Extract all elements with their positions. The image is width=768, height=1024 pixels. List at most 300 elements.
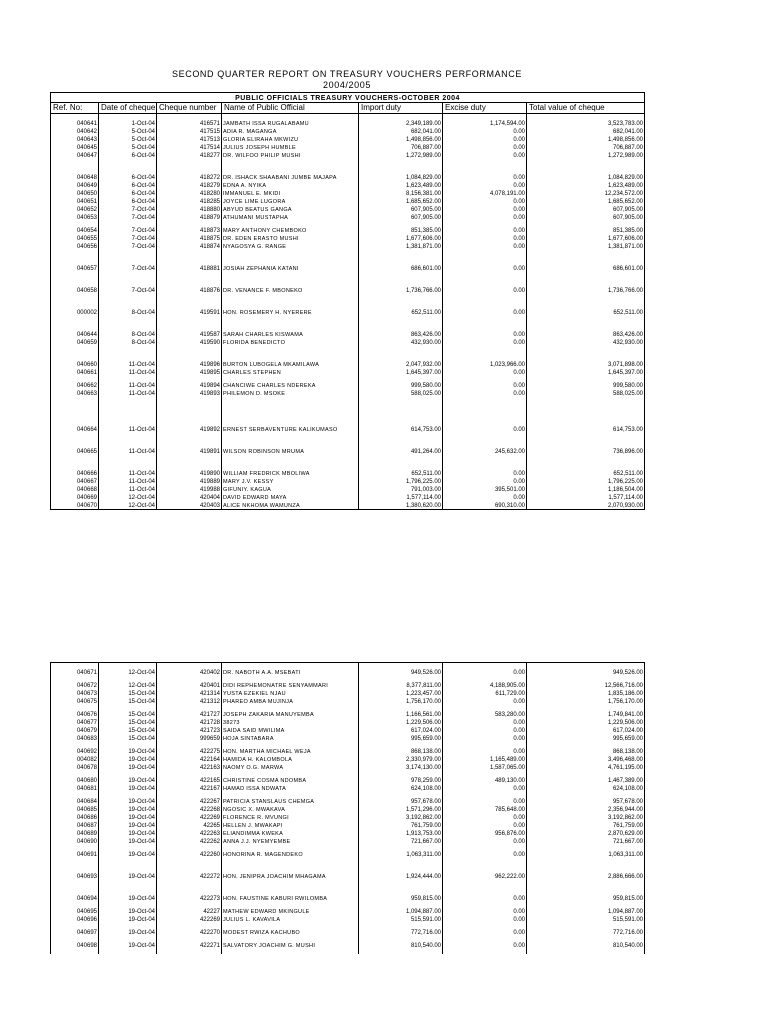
spacer-cell xyxy=(443,159,527,173)
spacer-cell xyxy=(443,455,527,469)
spacer-cell xyxy=(443,949,527,954)
spacer-cell xyxy=(222,455,359,469)
cell-ref: 040657 xyxy=(51,264,99,272)
cell-ref: 040659 xyxy=(51,338,99,346)
spacer-row xyxy=(51,411,645,425)
spacer-cell xyxy=(443,411,527,425)
cell-cheque-number: 419891 xyxy=(157,447,222,455)
cell-ref: 040670 xyxy=(51,501,99,510)
cell-cheque-number: 419890 xyxy=(157,469,222,477)
cell-total: 2,886,666.00 xyxy=(527,872,645,880)
spacer-cell xyxy=(443,294,527,308)
spacer-cell xyxy=(359,880,443,894)
cell-official-name: FLORIDA BENEDICTO xyxy=(222,338,359,346)
cell-excise-duty: 0.00 xyxy=(443,338,527,346)
cell-import-duty: 1,623,489.00 xyxy=(359,181,443,189)
spacer-cell xyxy=(443,250,527,264)
cell-ref: 000002 xyxy=(51,308,99,316)
table-row xyxy=(51,829,645,837)
cell-total: 1,677,606.00 xyxy=(527,234,645,242)
cell-official-name: ERNEST SERBAVENTURE KALIKUMASO xyxy=(222,425,359,433)
spacer-cell xyxy=(222,397,359,411)
cell-official-name: JOSIAH ZEPHANIA KATANI xyxy=(222,264,359,272)
cell-ref: 040664 xyxy=(51,425,99,433)
cell-cheque-number: 421312 xyxy=(157,697,222,705)
spacer-cell xyxy=(99,294,157,308)
cell-ref: 040654 xyxy=(51,226,99,234)
cell-import-duty: 706,887.00 xyxy=(359,143,443,151)
cell-official-name: SAIDA SAID MWILIMA xyxy=(222,726,359,734)
table-row xyxy=(51,941,645,949)
cell-excise-duty: 0.00 xyxy=(443,213,527,221)
cell-total: 3,192,862.00 xyxy=(527,813,645,821)
spacer-cell xyxy=(222,272,359,286)
cell-total: 851,385.00 xyxy=(527,226,645,234)
cell-cheque-number: 422272 xyxy=(157,872,222,880)
table-row xyxy=(51,143,645,151)
cell-official-name: DR. ISHACK SHAABANI JUMBE MAJAPA xyxy=(222,173,359,181)
cell-excise-duty: 245,632.00 xyxy=(443,447,527,455)
cell-import-duty: 2,330,979.00 xyxy=(359,755,443,763)
cell-excise-duty: 0.00 xyxy=(443,784,527,792)
spacer-cell xyxy=(527,411,645,425)
cell-excise-duty: 0.00 xyxy=(443,181,527,189)
cell-official-name: NYAGOSYA G. RANGE xyxy=(222,242,359,250)
spacer-cell xyxy=(359,411,443,425)
cell-ref: 040678 xyxy=(51,763,99,771)
table-row xyxy=(51,338,645,346)
cell-excise-duty: 0.00 xyxy=(443,850,527,858)
cell-import-duty: 614,753.00 xyxy=(359,425,443,433)
cell-ref: 040691 xyxy=(51,850,99,858)
spacer-cell xyxy=(222,159,359,173)
cell-import-duty: 1,756,170.00 xyxy=(359,697,443,705)
cell-import-duty: 607,905.00 xyxy=(359,213,443,221)
cell-official-name: HAMIDA H. KALOMBOLA xyxy=(222,755,359,763)
spacer-cell xyxy=(51,455,99,469)
cell-ref: 040676 xyxy=(51,710,99,718)
cell-excise-duty: 0.00 xyxy=(443,127,527,135)
report-title: SECOND QUARTER REPORT ON TREASURY VOUCHERS PERFORMANCE xyxy=(172,69,522,79)
cell-cheque-number: 419988 xyxy=(157,485,222,493)
table-row xyxy=(51,197,645,205)
cell-cheque-number: 422267 xyxy=(157,797,222,805)
cell-total: 772,716.00 xyxy=(527,928,645,936)
spacer-row xyxy=(51,316,645,330)
cell-official-name: HELLEN J. MWAKAPI xyxy=(222,821,359,829)
cell-excise-duty: 1,174,594.00 xyxy=(443,119,527,127)
cell-date: 5-Oct-04 xyxy=(99,143,157,151)
cell-excise-duty: 0.00 xyxy=(443,308,527,316)
spacer-cell xyxy=(527,949,645,954)
cell-excise-duty: 0.00 xyxy=(443,286,527,294)
cell-date: 19-Oct-04 xyxy=(99,755,157,763)
table-row xyxy=(51,493,645,501)
spacer-cell xyxy=(359,294,443,308)
cell-excise-duty: 962,222.00 xyxy=(443,872,527,880)
cell-import-duty: 2,349,189.00 xyxy=(359,119,443,127)
spacer-cell xyxy=(99,949,157,954)
spacer-cell xyxy=(527,250,645,264)
cell-cheque-number: 422275 xyxy=(157,747,222,755)
cell-import-duty: 1,381,871.00 xyxy=(359,242,443,250)
cell-total: 4,761,195.00 xyxy=(527,763,645,771)
spacer-cell xyxy=(359,397,443,411)
cell-total: 1,186,504.00 xyxy=(527,485,645,493)
cell-cheque-number: 418279 xyxy=(157,181,222,189)
cell-import-duty: 995,659.00 xyxy=(359,734,443,742)
cell-cheque-number: 42265 xyxy=(157,821,222,829)
cell-official-name: WILSON ROBINSON MRUMA xyxy=(222,447,359,455)
table-row xyxy=(51,485,645,493)
cell-total: 1,756,170.00 xyxy=(527,697,645,705)
cell-excise-duty: 785,648.00 xyxy=(443,805,527,813)
cell-cheque-number: 418873 xyxy=(157,226,222,234)
cell-import-duty: 863,426.00 xyxy=(359,330,443,338)
cell-import-duty: 682,041.00 xyxy=(359,127,443,135)
table-row xyxy=(51,747,645,755)
cell-date: 15-Oct-04 xyxy=(99,726,157,734)
spacer-cell xyxy=(51,272,99,286)
cell-cheque-number: 420404 xyxy=(157,493,222,501)
spacer-cell xyxy=(99,250,157,264)
cell-total: 3,071,898.00 xyxy=(527,360,645,368)
cell-total: 1,685,652.00 xyxy=(527,197,645,205)
cell-total: 1,796,225.00 xyxy=(527,477,645,485)
cell-total: 1,094,887.00 xyxy=(527,907,645,915)
cell-excise-duty: 0.00 xyxy=(443,389,527,397)
cell-import-duty: 515,591.00 xyxy=(359,915,443,923)
spacer-cell xyxy=(527,294,645,308)
cell-import-duty: 949,526.00 xyxy=(359,668,443,676)
cell-excise-duty: 690,310.00 xyxy=(443,501,527,510)
table-row xyxy=(51,477,645,485)
cell-date: 19-Oct-04 xyxy=(99,941,157,949)
cell-excise-duty: 4,078,191.00 xyxy=(443,189,527,197)
cell-total: 1,272,989.00 xyxy=(527,151,645,159)
cell-ref: 004082 xyxy=(51,755,99,763)
cell-ref: 040645 xyxy=(51,143,99,151)
table-row xyxy=(51,226,645,234)
spacer-cell xyxy=(157,858,222,872)
spacer-row xyxy=(51,346,645,360)
cell-total: 957,678.00 xyxy=(527,797,645,805)
cell-import-duty: 761,759.00 xyxy=(359,821,443,829)
cell-ref: 040687 xyxy=(51,821,99,829)
cell-cheque-number: 422262 xyxy=(157,837,222,845)
cell-excise-duty: 1,023,966.00 xyxy=(443,360,527,368)
table-row xyxy=(51,151,645,159)
cell-date: 7-Oct-04 xyxy=(99,234,157,242)
cell-total: 761,759.00 xyxy=(527,821,645,829)
spacer-cell xyxy=(527,316,645,330)
spacer-cell xyxy=(359,272,443,286)
table-row xyxy=(51,127,645,135)
cell-cheque-number: 42227 xyxy=(157,907,222,915)
cell-official-name: DR. EDEN ERASTO MUSHI xyxy=(222,234,359,242)
cell-cheque-number: 418879 xyxy=(157,213,222,221)
cell-official-name: MODEST RWIZA KACHUBO xyxy=(222,928,359,936)
cell-official-name: ALICE NKHOMA WAMUNZA xyxy=(222,501,359,510)
cell-ref: 040677 xyxy=(51,718,99,726)
cell-total: 614,753.00 xyxy=(527,425,645,433)
cell-official-name: NGOSIC X. MWAKAVA xyxy=(222,805,359,813)
cell-import-duty: 607,905.00 xyxy=(359,205,443,213)
cell-cheque-number: 419590 xyxy=(157,338,222,346)
cell-ref: 040641 xyxy=(51,119,99,127)
cell-total: 3,496,468.00 xyxy=(527,755,645,763)
cell-total: 682,041.00 xyxy=(527,127,645,135)
cell-cheque-number: 422273 xyxy=(157,894,222,902)
cell-import-duty: 1,913,753.00 xyxy=(359,829,443,837)
spacer-cell xyxy=(527,159,645,173)
cell-official-name: MATHEW EDWARD MKINGULE xyxy=(222,907,359,915)
cell-ref: 040681 xyxy=(51,784,99,792)
cell-cheque-number: 421314 xyxy=(157,689,222,697)
table-row xyxy=(51,797,645,805)
table-row xyxy=(51,710,645,718)
cell-ref: 040690 xyxy=(51,837,99,845)
spacer-cell xyxy=(51,880,99,894)
cell-cheque-number: 421723 xyxy=(157,726,222,734)
spacer-cell xyxy=(222,949,359,954)
cell-date: 11-Oct-04 xyxy=(99,425,157,433)
cell-official-name: ATHUMANI MUSTAPHA xyxy=(222,213,359,221)
table-subtitle: PUBLIC OFFICIALS TREASURY VOUCHERS-OCTOBER 2004 xyxy=(51,93,645,103)
spacer-cell xyxy=(99,316,157,330)
cell-excise-duty: 583,280.00 xyxy=(443,710,527,718)
col-header-total: Total value of cheque xyxy=(527,103,645,114)
cell-date: 8-Oct-04 xyxy=(99,338,157,346)
cell-cheque-number: 418277 xyxy=(157,151,222,159)
cell-excise-duty: 0.00 xyxy=(443,135,527,143)
spacer-cell xyxy=(527,433,645,447)
table-row xyxy=(51,189,645,197)
table-row xyxy=(51,776,645,784)
cell-ref: 040649 xyxy=(51,181,99,189)
cell-ref: 040672 xyxy=(51,681,99,689)
cell-import-duty: 810,540.00 xyxy=(359,941,443,949)
cell-cheque-number: 418876 xyxy=(157,286,222,294)
cell-official-name: JOSEPH ZAKARIA MANUYEMBA xyxy=(222,710,359,718)
cell-ref: 040643 xyxy=(51,135,99,143)
cell-date: 19-Oct-04 xyxy=(99,797,157,805)
cell-official-name: 38273 xyxy=(222,718,359,726)
cell-total: 652,511.00 xyxy=(527,469,645,477)
cell-import-duty: 686,601.00 xyxy=(359,264,443,272)
cell-date: 6-Oct-04 xyxy=(99,197,157,205)
cell-excise-duty: 0.00 xyxy=(443,493,527,501)
table-row xyxy=(51,718,645,726)
cell-date: 19-Oct-04 xyxy=(99,894,157,902)
spacer-cell xyxy=(99,397,157,411)
cell-date: 7-Oct-04 xyxy=(99,264,157,272)
cell-official-name: ADIA R. MAGANGA xyxy=(222,127,359,135)
cell-total: 607,905.00 xyxy=(527,205,645,213)
table-row xyxy=(51,360,645,368)
cell-official-name: ANNA J.J. NYEMYEMBE xyxy=(222,837,359,845)
table-row xyxy=(51,755,645,763)
spacer-cell xyxy=(222,433,359,447)
cell-total: 868,138.00 xyxy=(527,747,645,755)
table-row xyxy=(51,213,645,221)
cell-import-duty: 1,380,620.00 xyxy=(359,501,443,510)
cell-total: 863,426.00 xyxy=(527,330,645,338)
cell-total: 686,601.00 xyxy=(527,264,645,272)
cell-date: 19-Oct-04 xyxy=(99,821,157,829)
cell-official-name: FLORENCE R. MVUNGI xyxy=(222,813,359,821)
cell-ref: 040692 xyxy=(51,747,99,755)
cell-official-name: ABYUD BEATUS GANGA xyxy=(222,205,359,213)
spacer-cell xyxy=(359,455,443,469)
spacer-cell xyxy=(51,433,99,447)
cell-date: 19-Oct-04 xyxy=(99,776,157,784)
cell-import-duty: 491,264.00 xyxy=(359,447,443,455)
col-header-excise-duty: Excise duty xyxy=(443,103,527,114)
table-row xyxy=(51,894,645,902)
spacer-cell xyxy=(443,397,527,411)
cell-excise-duty: 0.00 xyxy=(443,197,527,205)
cell-ref: 040684 xyxy=(51,797,99,805)
table-row xyxy=(51,907,645,915)
cell-date: 6-Oct-04 xyxy=(99,151,157,159)
cell-official-name: DAVID EDWARD MAYA xyxy=(222,493,359,501)
cell-import-duty: 1,223,457.00 xyxy=(359,689,443,697)
spacer-cell xyxy=(527,455,645,469)
cell-ref: 040695 xyxy=(51,907,99,915)
table-row xyxy=(51,264,645,272)
spacer-cell xyxy=(51,250,99,264)
spacer-cell xyxy=(527,880,645,894)
cell-excise-duty: 1,165,489.00 xyxy=(443,755,527,763)
cell-import-duty: 1,577,114.00 xyxy=(359,493,443,501)
cell-excise-duty: 956,876.00 xyxy=(443,829,527,837)
cell-date: 11-Oct-04 xyxy=(99,389,157,397)
spacer-row xyxy=(51,858,645,872)
cell-date: 11-Oct-04 xyxy=(99,447,157,455)
cell-total: 706,887.00 xyxy=(527,143,645,151)
table-row xyxy=(51,135,645,143)
cell-cheque-number: 421727 xyxy=(157,710,222,718)
cell-excise-duty: 0.00 xyxy=(443,381,527,389)
spacer-cell xyxy=(443,858,527,872)
cell-official-name: NAOMY O.G. MARWA xyxy=(222,763,359,771)
table-row xyxy=(51,389,645,397)
cell-total: 810,540.00 xyxy=(527,941,645,949)
spacer-cell xyxy=(157,272,222,286)
cell-excise-duty: 0.00 xyxy=(443,821,527,829)
col-header-date: Date of cheque xyxy=(99,103,157,114)
spacer-cell xyxy=(157,294,222,308)
cell-import-duty: 8,156,381.00 xyxy=(359,189,443,197)
table-row xyxy=(51,501,645,510)
cell-import-duty: 1,063,311.00 xyxy=(359,850,443,858)
cell-total: 1,229,506.00 xyxy=(527,718,645,726)
cell-cheque-number: 422271 xyxy=(157,941,222,949)
cell-total: 736,896.00 xyxy=(527,447,645,455)
cell-ref: 040653 xyxy=(51,213,99,221)
cell-import-duty: 1,498,856.00 xyxy=(359,135,443,143)
spacer-cell xyxy=(443,346,527,360)
cell-cheque-number: 417514 xyxy=(157,143,222,151)
cell-total: 1,645,397.00 xyxy=(527,368,645,376)
cell-official-name: HON. MARTHA MICHAEL WEJA xyxy=(222,747,359,755)
cell-total: 1,467,389.00 xyxy=(527,776,645,784)
cell-cheque-number: 422263 xyxy=(157,829,222,837)
cell-official-name: DIDI REPHEMONATRE SENYAMMARI xyxy=(222,681,359,689)
spacer-cell xyxy=(99,433,157,447)
cell-date: 7-Oct-04 xyxy=(99,286,157,294)
cell-ref: 040673 xyxy=(51,689,99,697)
cell-date: 5-Oct-04 xyxy=(99,127,157,135)
spacer-cell xyxy=(527,858,645,872)
cell-date: 7-Oct-04 xyxy=(99,205,157,213)
cell-official-name: SALVATORY JOACHIM G. MUSHI xyxy=(222,941,359,949)
table-row xyxy=(51,915,645,923)
cell-total: 959,815.00 xyxy=(527,894,645,902)
cell-import-duty: 999,580.00 xyxy=(359,381,443,389)
cell-excise-duty: 0.00 xyxy=(443,205,527,213)
cell-ref: 040685 xyxy=(51,805,99,813)
cell-official-name: JULIUS L. KAVAVILA xyxy=(222,915,359,923)
cell-import-duty: 1,166,561.00 xyxy=(359,710,443,718)
spacer-cell xyxy=(51,346,99,360)
cell-date: 8-Oct-04 xyxy=(99,308,157,316)
cell-date: 7-Oct-04 xyxy=(99,226,157,234)
cell-excise-duty: 611,729.00 xyxy=(443,689,527,697)
cell-import-duty: 1,677,606.00 xyxy=(359,234,443,242)
cell-date: 15-Oct-04 xyxy=(99,718,157,726)
cell-date: 19-Oct-04 xyxy=(99,928,157,936)
cell-ref: 040650 xyxy=(51,189,99,197)
cell-import-duty: 868,138.00 xyxy=(359,747,443,755)
spacer-cell xyxy=(222,346,359,360)
cell-date: 7-Oct-04 xyxy=(99,213,157,221)
cell-official-name: WILLIAM FREDRICK MBOLIWA xyxy=(222,469,359,477)
cell-total: 1,736,766.00 xyxy=(527,286,645,294)
cell-cheque-number: 419895 xyxy=(157,368,222,376)
cell-import-duty: 652,511.00 xyxy=(359,308,443,316)
cell-import-duty: 721,667.00 xyxy=(359,837,443,845)
table-row xyxy=(51,368,645,376)
cell-ref: 040644 xyxy=(51,330,99,338)
cell-import-duty: 1,645,397.00 xyxy=(359,368,443,376)
table-row xyxy=(51,119,645,127)
cell-date: 15-Oct-04 xyxy=(99,697,157,705)
cell-import-duty: 959,815.00 xyxy=(359,894,443,902)
cell-excise-duty: 0.00 xyxy=(443,151,527,159)
cell-date: 19-Oct-04 xyxy=(99,829,157,837)
table-row xyxy=(51,447,645,455)
spacer-cell xyxy=(222,316,359,330)
cell-import-duty: 1,084,829.00 xyxy=(359,173,443,181)
spacer-cell xyxy=(359,159,443,173)
spacer-cell xyxy=(51,159,99,173)
cell-date: 11-Oct-04 xyxy=(99,360,157,368)
spacer-cell xyxy=(359,858,443,872)
cell-import-duty: 1,229,506.00 xyxy=(359,718,443,726)
cell-cheque-number: 419894 xyxy=(157,381,222,389)
cell-import-duty: 1,924,444.00 xyxy=(359,872,443,880)
table-row xyxy=(51,872,645,880)
spacer-cell xyxy=(222,880,359,894)
cell-official-name: HAMAD ISSA NDWATA xyxy=(222,784,359,792)
cell-excise-duty: 0.00 xyxy=(443,143,527,151)
cell-import-duty: 3,192,862.00 xyxy=(359,813,443,821)
cell-official-name: IMMANUEL E. MKIDI xyxy=(222,189,359,197)
spacer-cell xyxy=(51,316,99,330)
spacer-cell xyxy=(99,159,157,173)
